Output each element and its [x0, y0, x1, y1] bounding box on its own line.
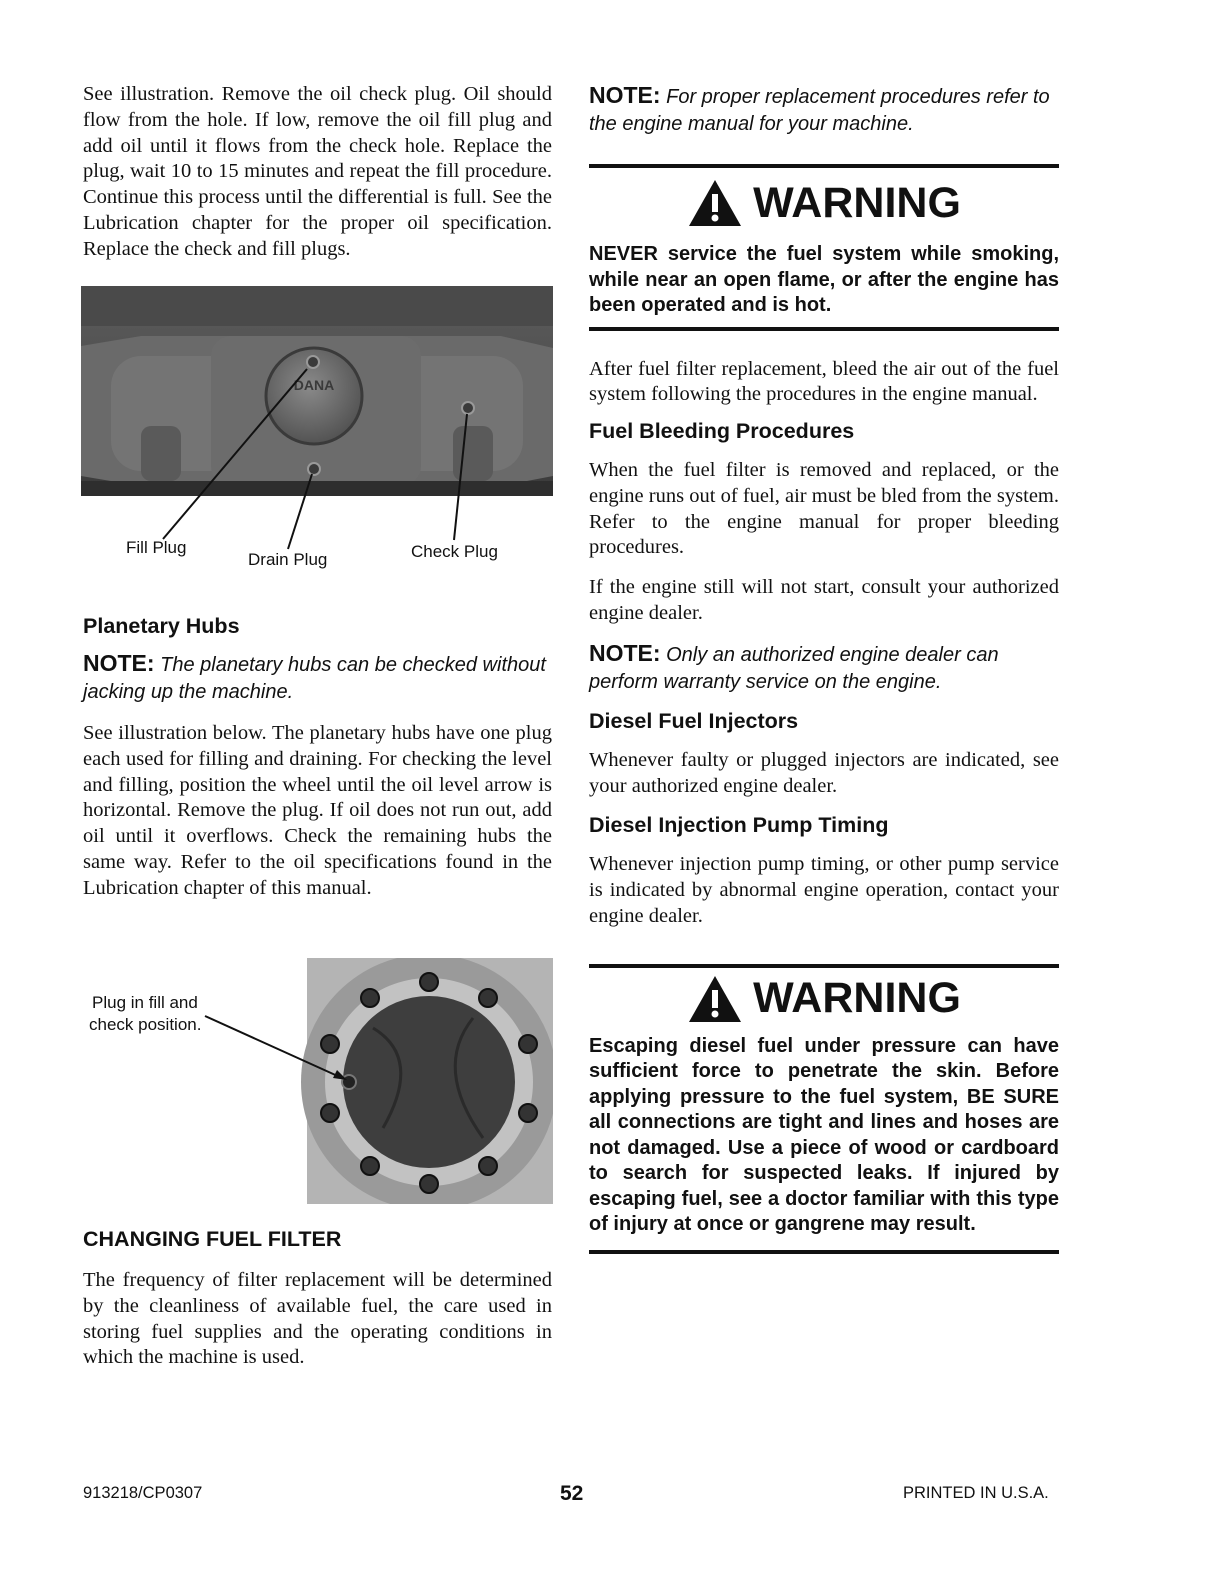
engine-manual-note	[589, 82, 1059, 138]
planetary-heading: Planetary Hubs	[83, 614, 240, 638]
warning-title-text: WARNING	[753, 974, 961, 1023]
footer-printed: PRINTED IN U.S.A.	[903, 1484, 1049, 1502]
note-label: NOTE:	[589, 82, 661, 108]
warning-triangle-icon	[687, 178, 743, 228]
hub-plug-marker	[342, 1075, 356, 1089]
fill-plug-label: Fill Plug	[126, 538, 187, 557]
pump-timing-heading: Diesel Injection Pump Timing	[589, 813, 889, 838]
hub-cap	[343, 996, 515, 1168]
drain-plug-label: Drain Plug	[248, 550, 328, 569]
bleed-air-paragraph: After fuel filter replacement, bleed the air out of the fuel system following the procedures in the engine manual.	[589, 357, 1059, 406]
warning-title	[589, 178, 1059, 228]
page-number: 52	[560, 1482, 584, 1505]
hub-plug-label-line2: check position.	[89, 1015, 202, 1034]
planetary-section	[83, 614, 552, 902]
fuel-filter-paragraph: The frequency of filter replacement will be determined by the cleanliness of available fuel, the care used in storing fuel supplies and the operating conditions in which the machine is used.	[83, 1269, 552, 1369]
warning-triangle-icon	[687, 974, 743, 1024]
differential-photo	[81, 286, 553, 576]
note-label: NOTE:	[83, 650, 155, 676]
warning-title	[589, 974, 1059, 1024]
fuel-filter-section	[83, 1227, 552, 1371]
warning-text: Escaping diesel fuel under pressure can have sufficient force to penetrate the skin. Before applying pressure to the fuel system, BE SURE all connections are tight and lines and hoses are not damaged. Use a piece of wood or cardboard to search for suspected leaks. If injured by escaping fuel, see a doctor familiar with this type of injury at once or gangrene may result.	[589, 1034, 1059, 1236]
differential-figure	[81, 286, 553, 576]
planetary-paragraph: See illustration below. The planetary hubs have one plug each used for filling and draining. For checking the level and filling, position the wheel until the oil level arrow is horizontal. Remove the plug. If oil does not run out, add oil until it overflows. Check the remaining hubs the same way. Refer to the oil specifications found in the Lubrication chapter of this manual.	[83, 722, 552, 899]
note-text: Only an authorized engine dealer can perform warranty service on the engine.	[589, 643, 999, 693]
warning-title-text: WARNING	[753, 178, 961, 227]
warranty-note	[589, 640, 1059, 696]
warning-box-escaping-fuel	[589, 964, 1059, 1254]
drain-plug-marker	[308, 463, 320, 475]
right-column	[589, 82, 1059, 1254]
check-plug-label: Check Plug	[411, 542, 498, 561]
warning-text: NEVER service the fuel system while smoking, while near an open flame, or after the engine has been operated and is hot.	[589, 243, 1059, 316]
warning-box-smoking	[589, 164, 1059, 331]
injectors-heading: Diesel Fuel Injectors	[589, 708, 799, 733]
hub-plug-label-line1: Plug in fill and	[92, 993, 198, 1012]
planetary-note	[83, 650, 552, 706]
injectors-paragraph: Whenever faulty or plugged injectors are indicated, see your authorized engine dealer.	[589, 748, 1059, 797]
fill-plug-marker	[307, 356, 319, 368]
fuel-bleeding-heading: Fuel Bleeding Procedures	[589, 419, 855, 444]
check-plug-marker	[462, 402, 474, 414]
left-column	[83, 82, 552, 263]
planetary-hub-figure	[83, 958, 553, 1204]
fuel-bleeding-paragraph-2: If the engine still will not start, consult your authorized engine dealer.	[589, 576, 1059, 625]
pump-timing-paragraph: Whenever injection pump timing, or other pump service is indicated by abnormal engine operation, contact your engine dealer.	[589, 853, 1059, 928]
note-text: The planetary hubs can be checked without jacking up the machine.	[83, 654, 546, 703]
fuel-bleeding-paragraph-1: When the fuel filter is removed and replaced, or the engine runs out of fuel, air must be bled from the system. Refer to the engine manual for proper bleeding procedures.	[589, 459, 1059, 559]
differential-paragraph: See illustration. Remove the oil check plug. Oil should flow from the hole. If low, remove the oil fill plug and add oil until it flows from the check hole. Replace the plug, wait 10 to 15 minutes and repeat the fill procedure. Continue this process until the differential is full. See the Lubrication chapter for the proper oil specification. Replace the check and fill plugs.	[83, 83, 552, 260]
note-text: For proper replacement procedures refer to the engine manual for your machine.	[589, 86, 1050, 135]
fuel-filter-heading: CHANGING FUEL FILTER	[83, 1227, 342, 1251]
cover-brand-text: DANA	[293, 377, 335, 393]
footer-doc-id: 913218/CP0307	[83, 1484, 203, 1502]
note-label: NOTE:	[589, 639, 661, 666]
